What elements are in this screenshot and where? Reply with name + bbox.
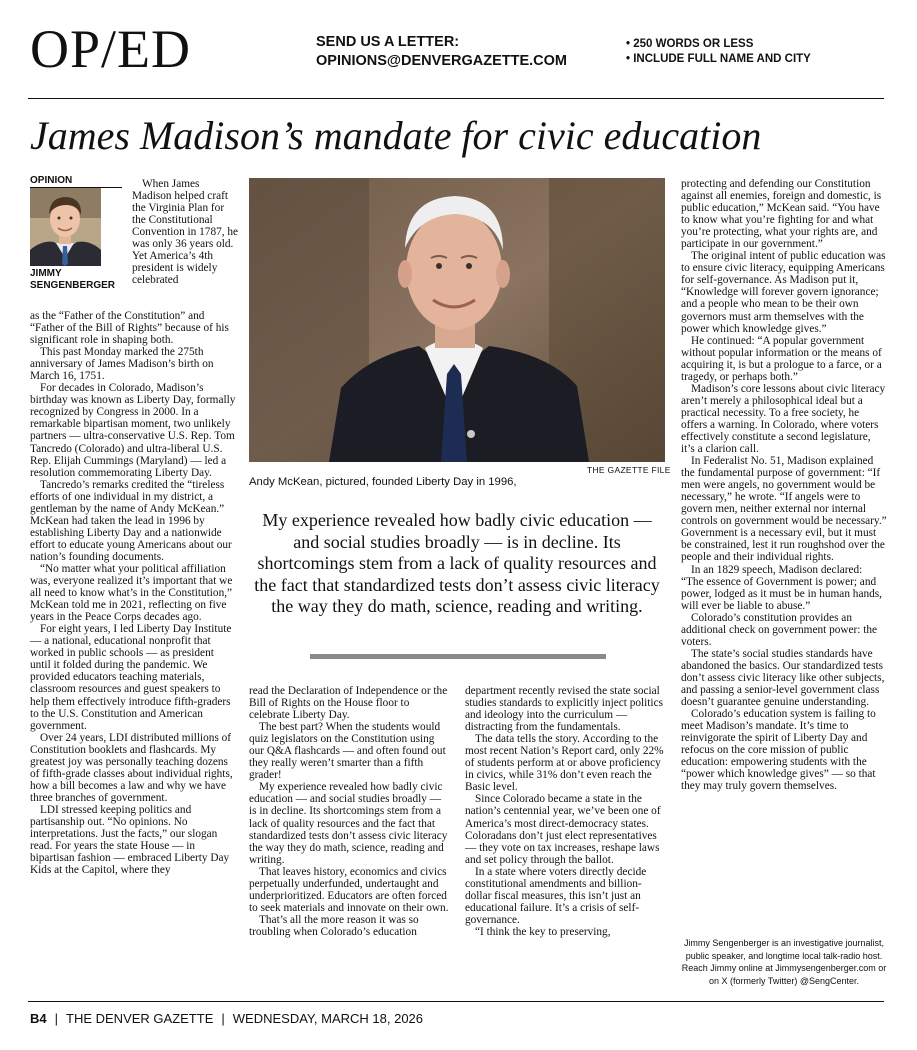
page-number: B4 — [30, 1011, 47, 1026]
body-column-3 — [465, 685, 665, 938]
body-paragraph: In Federalist No. 51, Madison explained the fundamental purpose of government: “If men were angels, no government would be necessary,” he wrote. “If angels were to govern men, neither external nor internal controls on government would be necessary.” Government is a necessary evil, but it must be constrained, lest it run roughshod over the people and their individual rights. — [681, 455, 887, 564]
letters-callout — [316, 33, 567, 71]
letters-rule-item: • 250 WORDS OR LESS — [626, 37, 811, 52]
letters-rules — [626, 37, 811, 67]
body-paragraph: as the “Father of the Constitution” and “Father of the Bill of Rights” because of his significant role in shaping both. — [30, 310, 229, 347]
body-paragraph: For eight years, I led Liberty Day Institute — a national, educational nonprofit that worked in public schools — as president until it folded during the pandemic. We provided educators teaching materials, classroom resources and guest speakers to help them effectively introduce fifth-graders to the U.S. Constitution and American government. — [30, 623, 232, 732]
paper-name: THE DENVER GAZETTE — [66, 1011, 214, 1026]
body-paragraph: Madison’s core lessons about civic literacy aren’t merely a philosophical ideal but a practical necessity. To a free society, he offers a warning. In Colorado, where voters effectively constitute a second legislature, it’s a clarion call. — [681, 382, 886, 456]
author-headshot — [30, 188, 101, 266]
issue-date: WEDNESDAY, MARCH 18, 2026 — [232, 1011, 424, 1026]
body-paragraph: department recently revised the state social studies standards to explicitly inject politics and ideology into the curriculum — distracting from the fundamentals. — [465, 685, 663, 734]
pull-quote-rule — [310, 654, 606, 659]
body-paragraph: Tancredo’s remarks credited the “tireless efforts of one individual in my district, a gentleman by the name of Andy McKean.” McKean had taken the lead in 1996 by establishing Liberty Day and a nationwide effort to educate young Americans about our nation’s founding documents. — [30, 478, 232, 563]
body-column-1 — [30, 310, 236, 876]
photo-caption: Andy McKean, pictured, founded Liberty Day in 1996, — [249, 476, 517, 488]
author-first-name: JIMMY — [30, 268, 62, 279]
body-paragraph: That’s all the more reason it was so troubling when Colorado’s education — [249, 913, 419, 938]
body-column-4 — [681, 178, 887, 792]
body-paragraph: The state’s social studies standards have abandoned the basics. Our standardized tests don’t assess civic literacy like other subjects, and passing a senior-level government class doesn’t guarantee genuine understanding. — [681, 647, 885, 709]
pull-quote: My experience revealed how badly civic education — and social studies broadly — is in decline. Its shortcomings stem from a lack of quality resources and the fact that standardized tests don’t assess civic literacy the way they do math, science, reading and writing. — [254, 510, 660, 616]
body-paragraph: Over 24 years, LDI distributed millions of Constitution booklets and flashcards. My greatest joy was personally teaching dozens of fifth-grade classes about individual rights, how a bill becomes a law and why we have three branches of government. — [30, 731, 233, 804]
letters-heading: SEND US A LETTER: — [316, 34, 460, 50]
body-paragraph: Colorado’s education system is failing to meet Madison’s mandate. It’s time to reinvigorate the spirit of Liberty Day and refocus on the core mission of public education: empowering students with the “power which knowledge gives” — so that they may truly govern themselves. — [681, 708, 876, 793]
page-folio — [30, 1011, 423, 1026]
body-paragraph: Colorado’s constitution provides an additional check on government power: the voters. — [681, 611, 878, 648]
body-column-1-top — [132, 178, 240, 286]
body-paragraph: My experience revealed how badly civic education — and social studies broadly — is in decline. Its shortcomings stem from a lack of quality resources and the fact that standardized tests don’t assess civic literacy the way they do math, science, reading and writing. — [249, 781, 448, 866]
body-paragraph: When James Madison helped craft the Virginia Plan for the Constitutional Convention in 1787, he was only 36 years old. Yet America’s 4th president is widely celebrated — [132, 178, 239, 287]
letters-rule-item: • INCLUDE FULL NAME AND CITY — [626, 52, 811, 67]
kicker-label: OPINION — [30, 175, 73, 186]
body-paragraph: In an 1829 speech, Madison declared: “The essence of Government is power; and power, lodged as it must be in human hands, will ever be liable to abuse.” — [681, 563, 882, 612]
body-paragraph: LDI stressed keeping politics and partisanship out. “No opinions. No interpretations. Just the facts,” our slogan read. For years the state House — in bipartisan fashion — embraced Liberty Day Kids at the Capitol, where they — [30, 803, 230, 877]
body-paragraph: “I think the key to preserving, — [475, 925, 611, 938]
body-paragraph: “No matter what your political affiliation was, everyone realized it’s important that we all need to know what’s in the Constitution,” McKean told me in 2021, reflecting on five years in the Peace Corps decades ago. — [30, 562, 233, 624]
body-paragraph: Since Colorado became a state in the nation’s centennial year, we’ve been one of America’s most direct-democracy states. Coloradans don’t just elect representatives — they vote on tax increases, reshape laws and set policy through the ballot. — [465, 793, 661, 866]
headline: James Madison’s mandate for civic education — [30, 113, 762, 158]
body-paragraph: The original intent of public education was to ensure civic literacy, equipping Americans for self-governance. As Madison put it, “Knowledge will forever govern ignorance; and a people who mean to be their own governors must arm themselves with the power which knowledge gives.” — [681, 250, 886, 335]
body-paragraph: read the Declaration of Independence or the Bill of Rights on the House floor to celebrate Liberty Day. — [249, 685, 448, 722]
photo-credit: THE GAZETTE FILE — [587, 465, 671, 475]
body-paragraph: protecting and defending our Constitution against all enemies, foreign and domestic, is public education,” McKean said. “You have to know what you’re fighting for and what you’re protecting, what your rights are, and participate in our government.” — [681, 178, 882, 251]
section-label: OP/ED — [30, 19, 192, 79]
body-paragraph: For decades in Colorado, Madison’s birthday was known as Liberty Day, formally recognized by Congress in 2000. In a remarkable bipartisan moment, two unlikely partners — ultra-conservative U.S. Rep. Tom Tancredo (Colorado) and ultra-liberal U.S. Rep. Elijah Cummings (Maryland) — led a resolution commemorating Liberty Day. — [30, 382, 236, 479]
letters-email[interactable]: OPINIONS@DENVERGAZETTE.COM — [316, 53, 567, 69]
author-name — [30, 268, 115, 292]
folio-separator: | — [54, 1011, 59, 1026]
folio-separator: | — [221, 1011, 225, 1026]
author-last-name: SENGENBERGER — [30, 280, 116, 291]
body-column-2 — [249, 685, 449, 938]
author-bio: Jimmy Sengenberger is an investigative journalist, public speaker, and longtime local talk-radio host. Reach Jimmy online at Jimmysengenberger.com or on X (formerly Twitter) @SengCenter. — [681, 938, 887, 986]
footer-divider — [28, 1001, 884, 1002]
body-paragraph: That leaves history, economics and civics perpetually underfunded, undertaught and underprioritized. Educators are often forced to seek materials and innovate on their own. — [249, 865, 449, 914]
main-photo — [249, 178, 665, 462]
masthead-divider — [28, 98, 884, 99]
body-paragraph: In a state where voters directly decide constitutional amendments and billion-dollar fiscal measures, this isn’t just an educational failure. It’s a crisis of self-governance. — [465, 865, 647, 926]
body-paragraph: The best part? When the students would quiz legislators on the Constitution using our Q&A flashcards — and often found out they really weren’t smarter than a fifth grader! — [249, 721, 446, 782]
body-paragraph: The data tells the story. According to the most recent Nation’s Report card, only 22% of students perform at or above proficiency in civics, while 31% don’t even reach the Basic level. — [465, 733, 664, 794]
body-paragraph: He continued: “A popular government without popular information or the means of acquiring it, is but a prologue to a farce, or a tragedy, or perhaps both.” — [681, 334, 882, 383]
body-paragraph: This past Monday marked the 275th anniversary of James Madison’s birth on March 16, 1751. — [30, 346, 214, 383]
